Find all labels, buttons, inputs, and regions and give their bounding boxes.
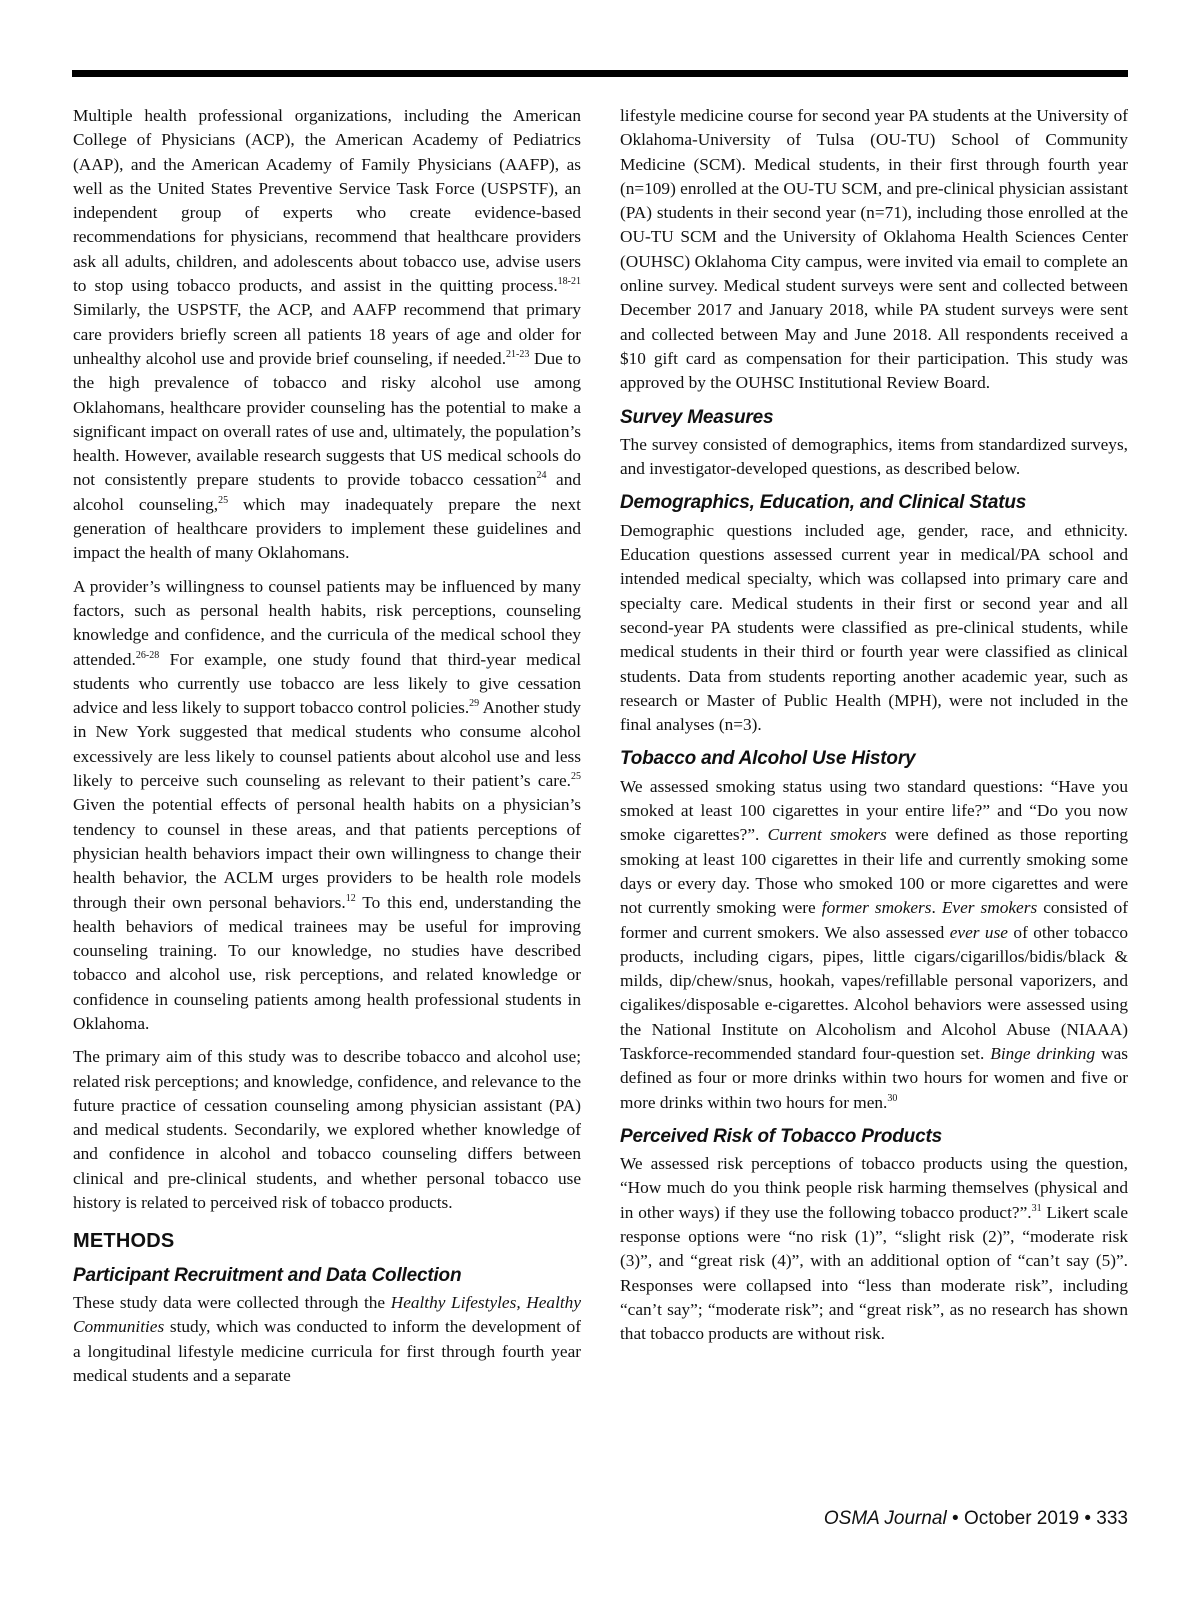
- term: Binge drinking: [990, 1043, 1096, 1063]
- text-run: and alcohol counseling,: [73, 470, 582, 514]
- text-run: Due to the high prevalence of tobacco and risky alcohol use among Oklahomans, healthcare provider counseling has the potential to make a significant impact on overall rates of use and, ultimately, the population’s health. However, available research suggests that US medical schools do not consistently prepare students to provide tobacco cessation: [73, 348, 581, 490]
- text-run: was defined as four or more drinks within two hours for women and five or more drinks within two hours for men.: [620, 1043, 1128, 1112]
- citation: 21-23: [506, 349, 530, 361]
- perceived-risk-heading: Perceived Risk of Tobacco Products: [620, 1125, 942, 1147]
- citation: 18-21: [557, 276, 581, 288]
- term: ever use: [949, 922, 1008, 942]
- term: former smokers: [821, 898, 932, 918]
- issue-date: October 2019: [963, 1508, 1080, 1529]
- right-column: [620, 104, 1128, 1356]
- term: Ever smokers: [941, 898, 1038, 918]
- text-run: Given the potential effects of personal health habits on a physician’s tendency to counsel in these areas, and that patients perceptions of physician health behaviors impact their own willingness to change their health behavior, the ACLM urges providers to be health role models through their own personal behaviors.: [73, 795, 581, 912]
- citation: 12: [345, 892, 356, 904]
- text-run: Likert scale response options were “no risk (1)”, “slight risk (2)”, “moderate risk (3)”, and “great risk (4)”, with an additional option of “can’t say (5)”. Responses were collapsed into “less than moderate risk”, including “can’t say”; “moderate risk”; and “great risk”, as no research has shown that tobacco products are without risk.: [620, 1202, 1128, 1344]
- text-run: .: [931, 898, 942, 918]
- citation: 26-28: [135, 649, 160, 661]
- tobacco-alcohol-paragraph: [620, 775, 1128, 1115]
- text-run: Similarly, the USPSTF, the ACP, and AAFP recommend that primary care providers briefly screen all patients 18 years of age and older for unhealthy alcohol use and provide brief counseling, if needed.: [73, 300, 581, 368]
- recruitment-heading: Participant Recruitment and Data Collection: [73, 1264, 462, 1286]
- text-run: which may inadequately prepare the next generation of healthcare providers to implement these guidelines and impact the health of many Oklahomans.: [73, 494, 581, 563]
- text-run: We assessed risk perceptions of tobacco products using the question, “How much do you think people risk harming themselves (physical and in other ways) if they use the following tobacco product?”.: [620, 1154, 1128, 1222]
- citation: 30: [887, 1092, 898, 1104]
- study-name: Healthy Lifestyles, Healthy Communities: [73, 1292, 581, 1337]
- tobacco-alcohol-heading: Tobacco and Alcohol Use History: [620, 748, 916, 770]
- citation: 25: [571, 771, 581, 783]
- text-run: consisted of former and current smokers. We also assessed: [620, 898, 1128, 942]
- text-run: were defined as those reporting smoking at least 100 cigarettes in their life and currently smoking some days or every day. Those who smoked 100 or more cigarettes and were not currently smoking were: [620, 825, 1128, 918]
- recruitment-paragraph: [73, 1291, 581, 1388]
- text-run: Multiple health professional organizations, including the American College of Physicians (ACP), the American Academy of Pediatrics (AAP), and the American Academy of Family Physicians (AAFP), as well as the United States Preventive Service Task Force (USPSTF), an independent group of experts who create evidence-based recommendations for physicians, recommend that healthcare providers ask all adults, children, and adolescents about tobacco use, advise users to stop using tobacco products, and assist in the quitting process.: [73, 106, 581, 296]
- page-number: 333: [1096, 1508, 1128, 1529]
- methods-heading: METHODS: [73, 1230, 175, 1253]
- text-run: These study data were collected through the: [73, 1292, 391, 1312]
- text-run: Another study in New York suggested that medical students who consume alcohol excessively are less likely to counsel patients about alcohol use and less likely to perceive such counseling as relevant to their patient’s care.: [73, 698, 581, 791]
- separator: •: [946, 1508, 964, 1529]
- text-run: of other tobacco products, including cigars, pipes, little cigars/cigarillos/bidis/black & milds, dip/chew/snus, hookah, vapes/refillable personal vaporizers, and cigalikes/disposable e-cigarettes. Alcohol behaviors were assessed using the National Institute on Alcoholism and Alcohol Abuse (NIAAA) Taskforce-recommended standard four-question set.: [620, 922, 1128, 1063]
- text-run: To this end, understanding the health behaviors of medical trainees may be useful for improving counseling training. To our knowledge, no studies have described tobacco and alcohol use, risk perceptions, and related knowledge or confidence in counseling patients among health professional students in Oklahoma.: [73, 892, 581, 1033]
- term: Current smokers: [767, 825, 887, 845]
- perceived-risk-paragraph: [620, 1152, 1128, 1346]
- survey-measures-heading: Survey Measures: [620, 406, 774, 428]
- text-run: study, which was conducted to inform the development of a longitudinal lifestyle medicine curricula for first through fourth year medical students and a separate: [73, 1317, 581, 1385]
- demographics-paragraph: Demographic questions included age, gender, race, and ethnicity. Education questions assessed current year in medical/PA school and intended medical specialty, which was collapsed into primary care and specialty care. Medical students in their first or second year and all second-year PA students were classified as pre-clinical students, while medical students in their third or fourth year were classified as clinical students. Data from students reporting another academic year, such as research or Master of Public Health (MPH), were not included in the final analyses (n=3).: [620, 520, 1128, 735]
- left-column: [73, 104, 581, 1397]
- text-run: A provider’s willingness to counsel patients may be influenced by many factors, such as personal health habits, risk perceptions, counseling knowledge and confidence, and the curricula of the medical school they attended.: [73, 576, 581, 669]
- intro-paragraph-2: [73, 575, 581, 1037]
- top-rule: [72, 70, 1128, 77]
- citation: 31: [1031, 1203, 1042, 1214]
- survey-measures-paragraph: The survey consisted of demographics, items from standardized surveys, and investigator-developed questions, as described below.: [620, 434, 1128, 479]
- citation: 25: [218, 494, 229, 506]
- citation: 24: [536, 470, 547, 482]
- citation: 29: [469, 698, 480, 710]
- intro-paragraph-1: [73, 104, 581, 566]
- recruitment-paragraph-continued: lifestyle medicine course for second year PA students at the University of Oklahoma-University of Tulsa (OU-TU) School of Community Medicine (SCM). Medical students, in their first through fourth year (n=109) enrolled at the OU-TU SCM, and pre-clinical physician assistant (PA) students in their second year (n=71), including those enrolled at the OU-TU SCM and the University of Oklahoma Health Sciences Center (OUHSC) Oklahoma City campus, were invited via email to complete an online survey. Medical student surveys were sent and collected between December 2017 and January 2018, while PA student surveys were sent and collected between May and June 2018. All respondents received a $10 gift card as compensation for their participation. This study was approved by the OUHSC Institutional Review Board.: [620, 106, 1128, 393]
- text-run: For example, one study found that third-year medical students who currently use tobacco are less likely to give cessation advice and less likely to support tobacco control policies.: [73, 649, 581, 718]
- text-run: We assessed smoking status using two standard questions: “Have you smoked at least 100 cigarettes in your entire life?” and “Do you now smoke cigarettes?”.: [620, 776, 1128, 845]
- separator: •: [1079, 1508, 1097, 1529]
- intro-paragraph-3: The primary aim of this study was to describe tobacco and alcohol use; related risk perceptions; and knowledge, confidence, and relevance to the future practice of cessation counseling among physician assistant (PA) and medical students. Secondarily, we explored whether knowledge of and confidence in alcohol and tobacco counseling differs between clinical and pre-clinical students, and whether personal tobacco use history is related to perceived risk of tobacco products.: [73, 1047, 581, 1213]
- demographics-heading: Demographics, Education, and Clinical Status: [620, 492, 1027, 514]
- page-footer: [824, 1508, 1128, 1530]
- journal-name: OSMA Journal: [823, 1508, 947, 1529]
